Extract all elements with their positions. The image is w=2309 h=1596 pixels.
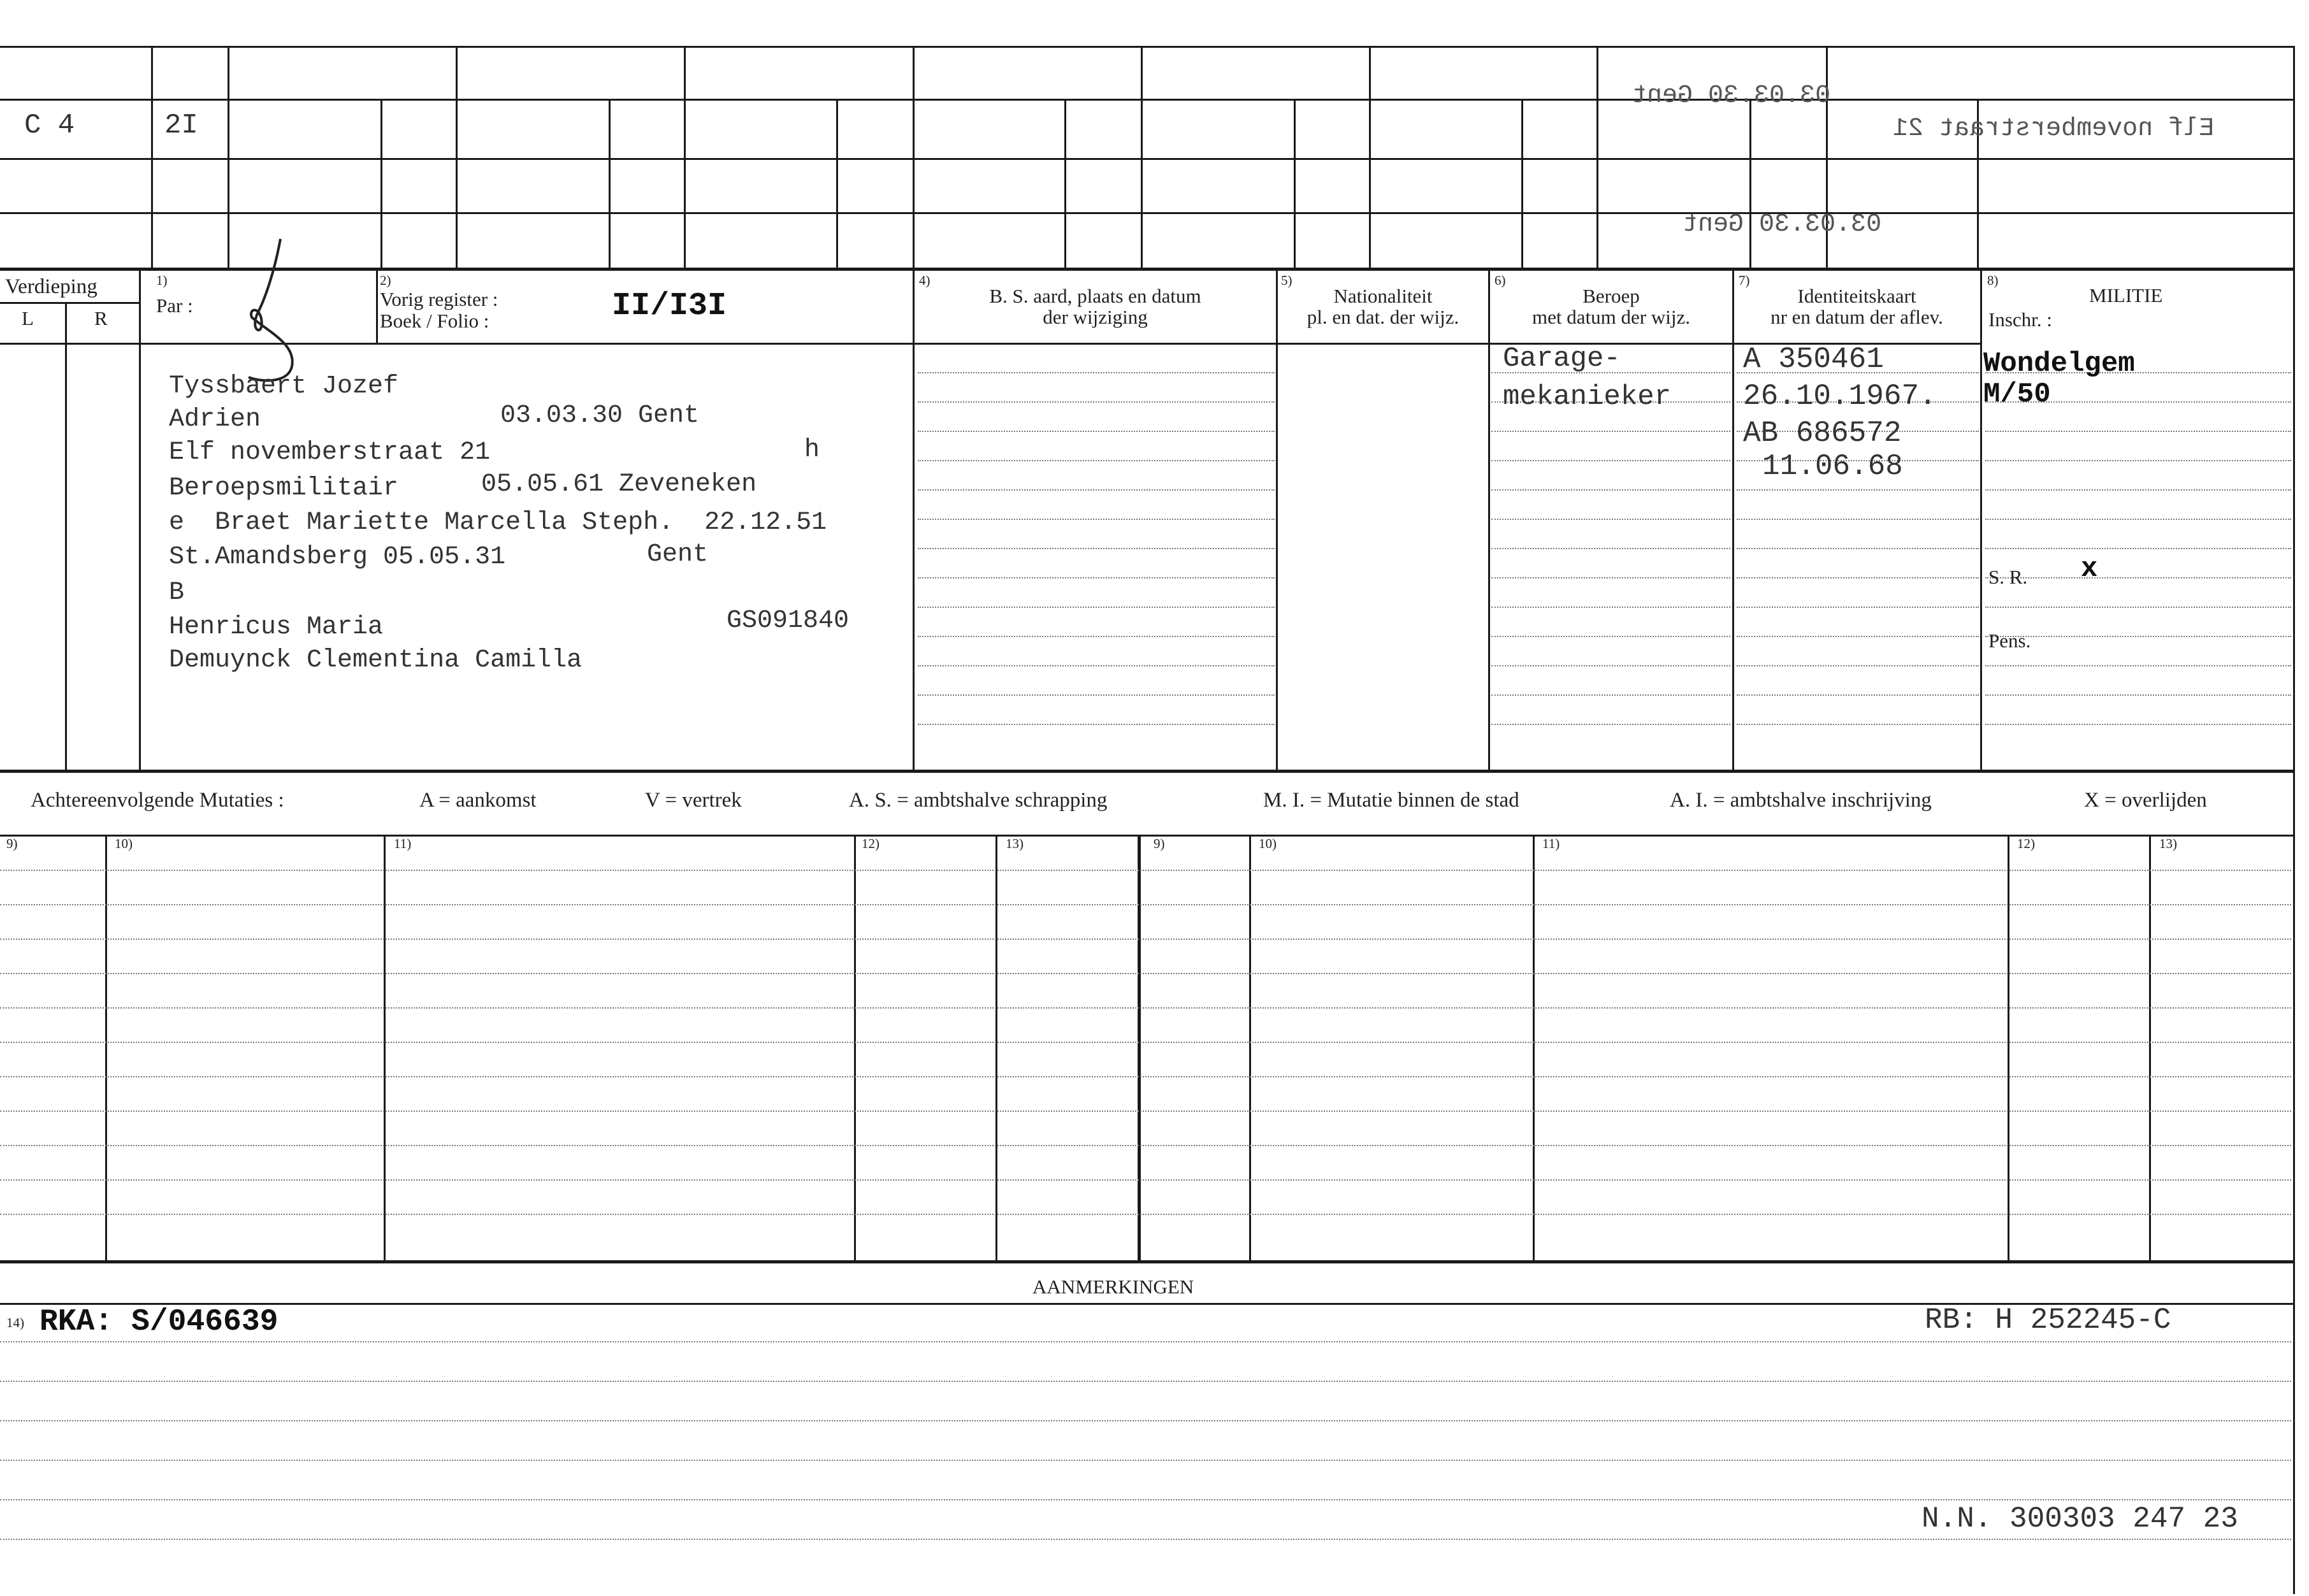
id-line-1: Identiteitskaart bbox=[1797, 285, 1916, 307]
beroep-line-1: Beroep bbox=[1582, 285, 1640, 307]
dotted-rule bbox=[0, 1042, 2291, 1043]
bleed-through-date-2: 03.03.30 Gent bbox=[1683, 210, 1882, 239]
dotted-rule bbox=[1491, 577, 1730, 579]
person-line-8-name: Henricus Maria bbox=[169, 613, 384, 642]
legend-overlijden: X = overlijden bbox=[2084, 789, 2207, 812]
nationaliteit-line-1: Nationaliteit bbox=[1333, 285, 1433, 307]
top-row-line-2 bbox=[0, 158, 2294, 160]
mut-label-9b: 9) bbox=[1154, 836, 1165, 851]
top-col-8 bbox=[913, 46, 915, 269]
l-label: L bbox=[22, 307, 34, 329]
vorig-register-label: Vorig register : bbox=[380, 288, 498, 310]
dotted-rule bbox=[918, 401, 1275, 403]
id-entry-4: 11.06.68 bbox=[1762, 450, 1903, 483]
beroep-entry-1: Garage- bbox=[1503, 343, 1621, 375]
id-entry-1: A 350461 bbox=[1743, 343, 1884, 376]
aanmerkingen-title: AANMERKINGEN bbox=[1032, 1276, 1194, 1298]
person-line-4-job: Beroepsmilitair bbox=[169, 474, 399, 503]
legend-schrapping: A. S. = ambtshalve schrapping bbox=[849, 789, 1108, 812]
dotted-rule bbox=[918, 548, 1275, 549]
top-col-6 bbox=[684, 46, 686, 269]
mutation-top-border bbox=[0, 835, 2294, 837]
dotted-rule bbox=[1985, 607, 2291, 608]
field-number-6: 6) bbox=[1495, 273, 1506, 288]
top-border bbox=[0, 46, 2294, 48]
dotted-rule bbox=[918, 636, 1275, 637]
dotted-rule bbox=[1985, 489, 2291, 491]
mut-col-middle bbox=[1138, 835, 1141, 1260]
id-entry-2: 26.10.1967. bbox=[1743, 380, 1937, 413]
beroep-line-2: met datum der wijz. bbox=[1532, 306, 1690, 328]
top-col-7 bbox=[836, 99, 838, 268]
dotted-rule bbox=[918, 577, 1275, 579]
col-id-end bbox=[1980, 268, 1982, 772]
dotted-rule bbox=[1491, 460, 1730, 461]
dotted-rule bbox=[1491, 489, 1730, 491]
col-person-end bbox=[913, 268, 915, 772]
mut-col-a1 bbox=[105, 835, 107, 1260]
dotted-rule bbox=[1491, 694, 1730, 696]
dotted-rule bbox=[0, 1111, 2291, 1112]
bs-header-line-2: der wijziging bbox=[1043, 306, 1148, 328]
rb-value: RB: H 252245-C bbox=[1925, 1304, 2171, 1337]
top-col-3 bbox=[380, 99, 382, 268]
field-number-8: 8) bbox=[1987, 273, 1999, 288]
dotted-rule bbox=[1491, 636, 1730, 637]
dotted-rule bbox=[0, 904, 2291, 905]
top-col-5 bbox=[609, 99, 611, 268]
top-cell-21: 2I bbox=[164, 110, 198, 141]
col-verdieping-end bbox=[139, 268, 141, 772]
person-line-8-code: GS091840 bbox=[727, 607, 850, 635]
field-number-1: 1) bbox=[156, 273, 168, 288]
top-col-15 bbox=[1749, 99, 1751, 268]
dotted-rule bbox=[1737, 724, 1979, 725]
dotted-rule bbox=[1737, 577, 1979, 579]
id-line-2: nr en datum der aflev. bbox=[1770, 306, 1943, 328]
dotted-rule bbox=[1737, 665, 1979, 666]
right-border bbox=[2293, 46, 2295, 1594]
dotted-rule bbox=[0, 1460, 2291, 1461]
bs-header bbox=[915, 285, 1276, 327]
legend-aankomst: A = aankomst bbox=[419, 789, 537, 812]
field-number-14: 14) bbox=[6, 1315, 24, 1330]
mutation-bottom-border bbox=[0, 1260, 2294, 1263]
top-row-line-1 bbox=[0, 99, 2294, 101]
dotted-rule bbox=[918, 665, 1275, 666]
top-col-14 bbox=[1596, 46, 1598, 269]
field-number-5: 5) bbox=[1281, 273, 1292, 288]
mut-label-13a: 13) bbox=[1006, 836, 1024, 851]
bleed-through-address: Elf novemberstraat 21 bbox=[1893, 115, 2215, 143]
register-value: II/I3I bbox=[612, 288, 727, 324]
person-line-1: Tyssbaert Jozef bbox=[169, 372, 399, 401]
dotted-rule bbox=[1737, 548, 1979, 549]
nn-value: N.N. 300303 247 23 bbox=[1922, 1502, 2238, 1535]
person-line-3: Elf novemberstraat 21 bbox=[169, 438, 491, 467]
person-line-2-date: 03.03.30 Gent bbox=[500, 401, 700, 430]
dotted-rule bbox=[1985, 665, 2291, 666]
person-line-9: Demuynck Clementina Camilla bbox=[169, 646, 583, 675]
mut-col-a4 bbox=[995, 835, 997, 1260]
par-label: Par : bbox=[156, 294, 193, 317]
dotted-rule bbox=[1737, 636, 1979, 637]
nationaliteit-header bbox=[1278, 285, 1488, 327]
col-nat-end bbox=[1488, 268, 1490, 772]
dotted-rule bbox=[1737, 607, 1979, 608]
mut-label-11b: 11) bbox=[1542, 836, 1560, 851]
dotted-rule bbox=[1737, 519, 1979, 520]
mutaties-title: Achtereenvolgende Mutaties : bbox=[31, 789, 284, 812]
dotted-rule bbox=[0, 938, 2291, 940]
top-col-12 bbox=[1369, 46, 1371, 269]
dotted-rule bbox=[1985, 431, 2291, 432]
mut-label-11a: 11) bbox=[394, 836, 412, 851]
col-bs-end bbox=[1276, 268, 1278, 772]
person-line-3-mark: h bbox=[804, 436, 820, 464]
top-col-4 bbox=[456, 46, 458, 269]
legend-mutatie-stad: M. I. = Mutatie binnen de stad bbox=[1263, 789, 1519, 812]
dotted-rule bbox=[0, 1145, 2291, 1146]
dotted-rule bbox=[1491, 724, 1730, 725]
data-bottom-border bbox=[0, 770, 2294, 773]
dotted-rule bbox=[0, 1539, 2291, 1540]
dotted-rule bbox=[918, 460, 1275, 461]
person-line-7: B bbox=[169, 579, 185, 607]
dotted-rule bbox=[0, 1341, 2291, 1342]
mut-label-9a: 9) bbox=[6, 836, 18, 851]
mut-col-a2 bbox=[384, 835, 386, 1260]
person-line-2-name: Adrien bbox=[169, 405, 261, 434]
top-col-10 bbox=[1141, 46, 1143, 269]
verdieping-label: Verdieping bbox=[5, 275, 98, 298]
id-header bbox=[1734, 285, 1980, 327]
dotted-rule bbox=[1985, 577, 2291, 579]
mut-label-10b: 10) bbox=[1259, 836, 1277, 851]
inschr-label: Inschr. : bbox=[1988, 308, 2052, 331]
dotted-rule bbox=[0, 1179, 2291, 1181]
mut-label-12b: 12) bbox=[2017, 836, 2035, 851]
top-cell-c4: C 4 bbox=[24, 110, 75, 141]
top-col-11 bbox=[1294, 99, 1296, 268]
dotted-rule bbox=[1737, 694, 1979, 696]
dotted-rule bbox=[1985, 519, 2291, 520]
dotted-rule bbox=[0, 973, 2291, 974]
dotted-rule bbox=[1985, 724, 2291, 725]
sr-value: x bbox=[2081, 553, 2098, 585]
militie-entry-1: Wondelgem bbox=[1983, 348, 2135, 380]
mut-col-b3 bbox=[2008, 835, 2009, 1260]
mut-col-b4 bbox=[2149, 835, 2151, 1260]
dotted-rule bbox=[1737, 489, 1979, 491]
person-line-6-city: Gent bbox=[647, 540, 709, 569]
dotted-rule bbox=[0, 870, 2291, 871]
legend-inschrijving: A. I. = ambtshalve inschrijving bbox=[1670, 789, 1932, 812]
mut-col-b1 bbox=[1249, 835, 1251, 1260]
col-par-end bbox=[376, 268, 378, 343]
col-beroep-end bbox=[1732, 268, 1734, 772]
person-line-4-date: 05.05.61 Zeveneken bbox=[481, 470, 757, 499]
top-col-13 bbox=[1521, 99, 1523, 268]
header-top-border bbox=[0, 268, 2294, 271]
dotted-rule bbox=[1491, 431, 1730, 432]
verdieping-sub-line bbox=[0, 302, 140, 304]
dotted-rule bbox=[1985, 548, 2291, 549]
person-line-5: e Braet Mariette Marcella Steph. 22.12.51 bbox=[169, 508, 827, 537]
dotted-rule bbox=[918, 431, 1275, 432]
pens-label: Pens. bbox=[1988, 629, 2031, 652]
dotted-rule bbox=[1985, 460, 2291, 461]
dotted-rule bbox=[918, 489, 1275, 491]
dotted-rule bbox=[0, 1214, 2291, 1215]
field-number-4: 4) bbox=[919, 273, 930, 288]
dotted-rule bbox=[1985, 636, 2291, 637]
id-entry-3: AB 686572 bbox=[1743, 417, 1902, 450]
militie-label: MILITIE bbox=[2089, 284, 2163, 306]
top-col-9 bbox=[1064, 99, 1066, 268]
dotted-rule bbox=[0, 1420, 2291, 1421]
mut-label-12a: 12) bbox=[862, 836, 879, 851]
field-number-7: 7) bbox=[1739, 273, 1750, 288]
top-row-line-3 bbox=[0, 212, 2294, 214]
top-col-1 bbox=[151, 46, 153, 269]
par-signature bbox=[236, 236, 306, 389]
beroep-entry-2: mekanieker bbox=[1503, 381, 1672, 413]
mut-col-a3 bbox=[854, 835, 856, 1260]
dotted-rule bbox=[0, 1499, 2291, 1500]
legend-vertrek: V = vertrek bbox=[645, 789, 742, 812]
bs-header-line-1: B. S. aard, plaats en datum bbox=[989, 285, 1201, 307]
dotted-rule bbox=[0, 1007, 2291, 1009]
person-line-6-place: St.Amandsberg 05.05.31 bbox=[169, 543, 506, 572]
dotted-rule bbox=[918, 724, 1275, 725]
militie-entry-2: M/50 bbox=[1983, 378, 2051, 410]
dotted-rule bbox=[1491, 548, 1730, 549]
r-label: R bbox=[94, 307, 108, 329]
rka-value: RKA: S/046639 bbox=[40, 1305, 279, 1339]
dotted-rule bbox=[918, 372, 1275, 373]
col-lr-divider bbox=[65, 302, 67, 772]
dotted-rule bbox=[918, 694, 1275, 696]
bleed-through-date-1: 03.03.30 Gent bbox=[1632, 82, 1831, 110]
mut-label-13b: 13) bbox=[2159, 836, 2177, 851]
dotted-rule bbox=[1985, 694, 2291, 696]
dotted-rule bbox=[1491, 665, 1730, 666]
field-number-2: 2) bbox=[380, 273, 391, 288]
dotted-rule bbox=[0, 1076, 2291, 1077]
dotted-rule bbox=[0, 1381, 2291, 1382]
dotted-rule bbox=[918, 607, 1275, 608]
nationaliteit-line-2: pl. en dat. der wijz. bbox=[1307, 306, 1459, 328]
dotted-rule bbox=[918, 519, 1275, 520]
mut-label-10a: 10) bbox=[115, 836, 133, 851]
dotted-rule bbox=[1491, 607, 1730, 608]
sr-label: S. R. bbox=[1988, 566, 2028, 588]
top-col-2 bbox=[228, 46, 229, 269]
dotted-rule bbox=[1491, 519, 1730, 520]
boek-folio-label: Boek / Folio : bbox=[380, 310, 489, 332]
mut-col-b2 bbox=[1533, 835, 1535, 1260]
beroep-header bbox=[1490, 285, 1732, 327]
